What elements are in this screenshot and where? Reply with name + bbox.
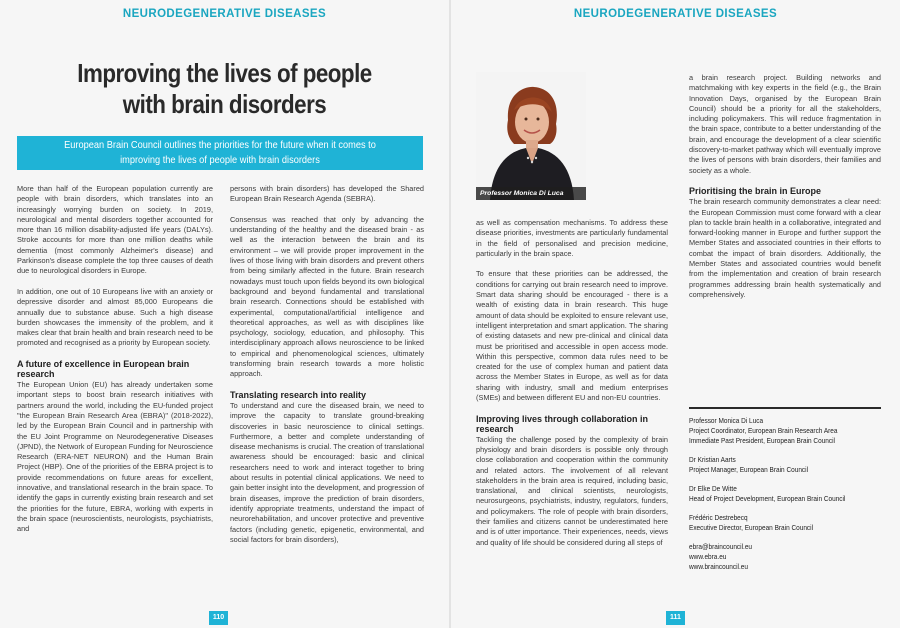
left-column-2 [230, 184, 424, 555]
contact-block [689, 416, 884, 572]
email-link[interactable]: ebra@braincouncil.eu [689, 542, 753, 551]
subheading: A future of excellence in European brain research [17, 359, 190, 380]
subheading: Translating research into reality [230, 389, 367, 400]
contact-role: Head of Project Development, European Brain Council [689, 494, 846, 503]
contact-person [689, 484, 884, 504]
standfirst-text: European Brain Council outlines the priorities for the future when it comes to improving the lives of people with brain disorders [64, 139, 376, 166]
paragraph: The brain research community demonstrates a clear need: the European Commission must come forward with a clear plan to tackle brain health in a collaborative, integrated and forward-looking manner in Europe and further support the Member States and associated countries in their efforts to combat the impact of brain disorders. Additionally, the Member States and associated countries would benefit from the implementation and creation of brain research programmes addressing brain health systematically and comprehensively. [689, 197, 881, 299]
subheading: Improving lives through collaboration in research [476, 413, 649, 434]
photo-caption: Professor Monica Di Luca [476, 187, 586, 200]
paragraph: as well as compensation mechanisms. To address these disease priorities, investments are particularly fundamental in the field of personalised and precision medicine, particularly in the brain space. [476, 218, 668, 258]
paragraph: More than half of the European population currently are people with brain disorders, which translates into an increasingly worrying burden on society. In 2019, neurological and mental disorders together accounted for more than 16 million disability-adjusted life years (DALYs). Stroke accounts for more than one million deaths while dementia (most commonly Alzheimer's disease) and Parkinson's disease complete the top three causes of death due to neurological disorders in Europe. [17, 184, 213, 276]
paragraph: Consensus was reached that only by advancing the understanding of the healthy and the diseased brain - as well as the interaction between the brain and its environment – we will provide proper improvement in the lives of those living with brain disorders and prevent others from being similarly affected in the future. Brain research nowadays must touch upon fields beyond its own biological background and beyond fundamental and translational brain research. Connections should be established with experimental, computational/artificial intelligence and theoretical approaches, as well as with disciplines like psychology, sociology, education, and philosophy. This interdisciplinary approach allows neuroscience to be linked to empirical and phenomenological sciences, ultimately transforming brain research towards a more holistic approach. [230, 214, 424, 379]
right-column-1 [476, 218, 668, 558]
article-title [57, 58, 392, 120]
right-page [451, 0, 900, 628]
contact-role: Project Manager, European Brain Council [689, 465, 809, 474]
paragraph: a brain research project. Building networks and matchmaking with key experts in the field (e.g., the Brain Innovation Days, organised by the European Brain Council) should be a priority for all the stakeholders, including policymakers. This will reduce fragmentation in the brain space, contribute to a better understanding of the brain, and encourage the development of a clear scientific discovery-to-market pathway which will eventually improve the lives of persons with brain disorders, their families and society as a whole. [689, 73, 881, 175]
portrait-illustration [476, 72, 586, 200]
paragraph: The European Union (EU) has already undertaken some important steps to boost brain research initiatives with partners around the world, including the EU-funded project "the European Brain Research Area (EBRA)" (2018-2022), led by the European Brain Council and in partnership with the EU Joint Programme on Neurodegenerative Diseases (JPND), the Network of European Funding for Neuroscience Research (ERA-NET NEURON) and the Human Brain Project (HBP). One of the priorities of the EBRA project is to provide recommendations on future areas for excellent, innovative, and translational research in the brain space. To identify the gaps in currently existing brain research and set the priorities for the future, EBRA, working with experts in the brain space (neuroscientists, neurologists, psychiatrists, and [17, 380, 213, 534]
paragraph: persons with brain disorders) has developed the Shared European Brain Research Agenda (SEBRA). [230, 184, 424, 204]
contact-role: Immediate Past President, European Brain Council [689, 436, 835, 445]
right-column-2 [689, 73, 881, 311]
contact-name: Dr Kristian Aarts [689, 455, 736, 464]
contact-name: Frédéric Destrebecq [689, 513, 748, 522]
contact-name: Dr Elke De Witte [689, 484, 737, 493]
website-link[interactable]: www.ebra.eu [689, 552, 727, 561]
page-number: 111 [666, 611, 685, 625]
contacts-divider [689, 407, 881, 409]
subheading: Prioritising the brain in Europe [689, 186, 822, 197]
contact-role: Project Coordinator, European Brain Research Area [689, 426, 838, 435]
website-link[interactable]: www.braincouncil.eu [689, 562, 748, 571]
page-number: 110 [209, 611, 228, 625]
contact-person [689, 455, 884, 475]
left-column-1 [17, 184, 213, 545]
contact-role: Executive Director, European Brain Council [689, 523, 814, 532]
standfirst-banner [17, 136, 423, 170]
paragraph: Tackling the challenge posed by the complexity of brain physiology and brain disorders is possible only through close collaboration and cooperation within the community and related actors. The involvement of all relevant stakeholders in the brain area is required, including basic, translational, and clinical scientists, neurologists, neurosurgeons, psychiatrists, industry, regulators, funders, and policymakers. The role of people with brain disorders, their families and citizens cannot be underestimated here and is of utter importance. Their experiences, needs, views and quality of life should be considered during all steps of [476, 434, 668, 547]
paragraph: To understand and cure the diseased brain, we need to improve the capacity to translate ground-breaking discoveries in basic neuroscience to clinical settings. Furthermore, a better and complete understanding of disease mechanisms is crucial. The creation of translational awareness should be encouraged: basic and clinical researchers need to work and interact together to bring about results in potential clinical applications. We need to gain better insight into the development, and progression of brain diseases, improve the prediction of brain disorders, identify appropriate treatments, understand the impact of neurorehabilitation, and uncover protective and preventive factors (including genetic, epigenetic, environmental, and social factors for brain disorders), [230, 400, 424, 544]
contact-person [689, 513, 884, 533]
contact-name: Professor Monica Di Luca [689, 416, 764, 425]
contact-links [689, 542, 884, 572]
paragraph: To ensure that these priorities can be addressed, the conditions for carrying out brain research need to improve. Smart data sharing should be encouraged - there is a wealth of existing data in brain research. This huge amount of data should be exploited to ensure relevant use, intelligent interpretation and smart application. The sharing of existing datasets and new pre-clinical and clinical data must be prioritised and accessible in open access mode. Within this perspective, common data rules need to be created for the use of complex human and patient data across the Member States in Europe, as well as for data sharing with industry, small and medium enterprises (SMEs) and between different EU and non-EU countries. [476, 269, 668, 403]
portrait-photo [476, 72, 586, 200]
paragraph: In addition, one out of 10 Europeans live with an anxiety or depressive disorder and almost 85,000 Europeans die annually due to substance abuse. Such a high disease burden showcases the immensity of the problem, and it makes clear that brain health and brain research need to be promoted and recognised as a priority by European society. [17, 286, 213, 348]
section-header: NEURODEGENERATIVE DISEASES [122, 8, 327, 20]
contact-person [689, 416, 884, 446]
title-line-2: with brain disorders [122, 89, 327, 119]
section-header: NEURODEGENERATIVE DISEASES [573, 8, 778, 20]
left-page [0, 0, 449, 628]
title-line-1: Improving the lives of people [77, 58, 372, 88]
